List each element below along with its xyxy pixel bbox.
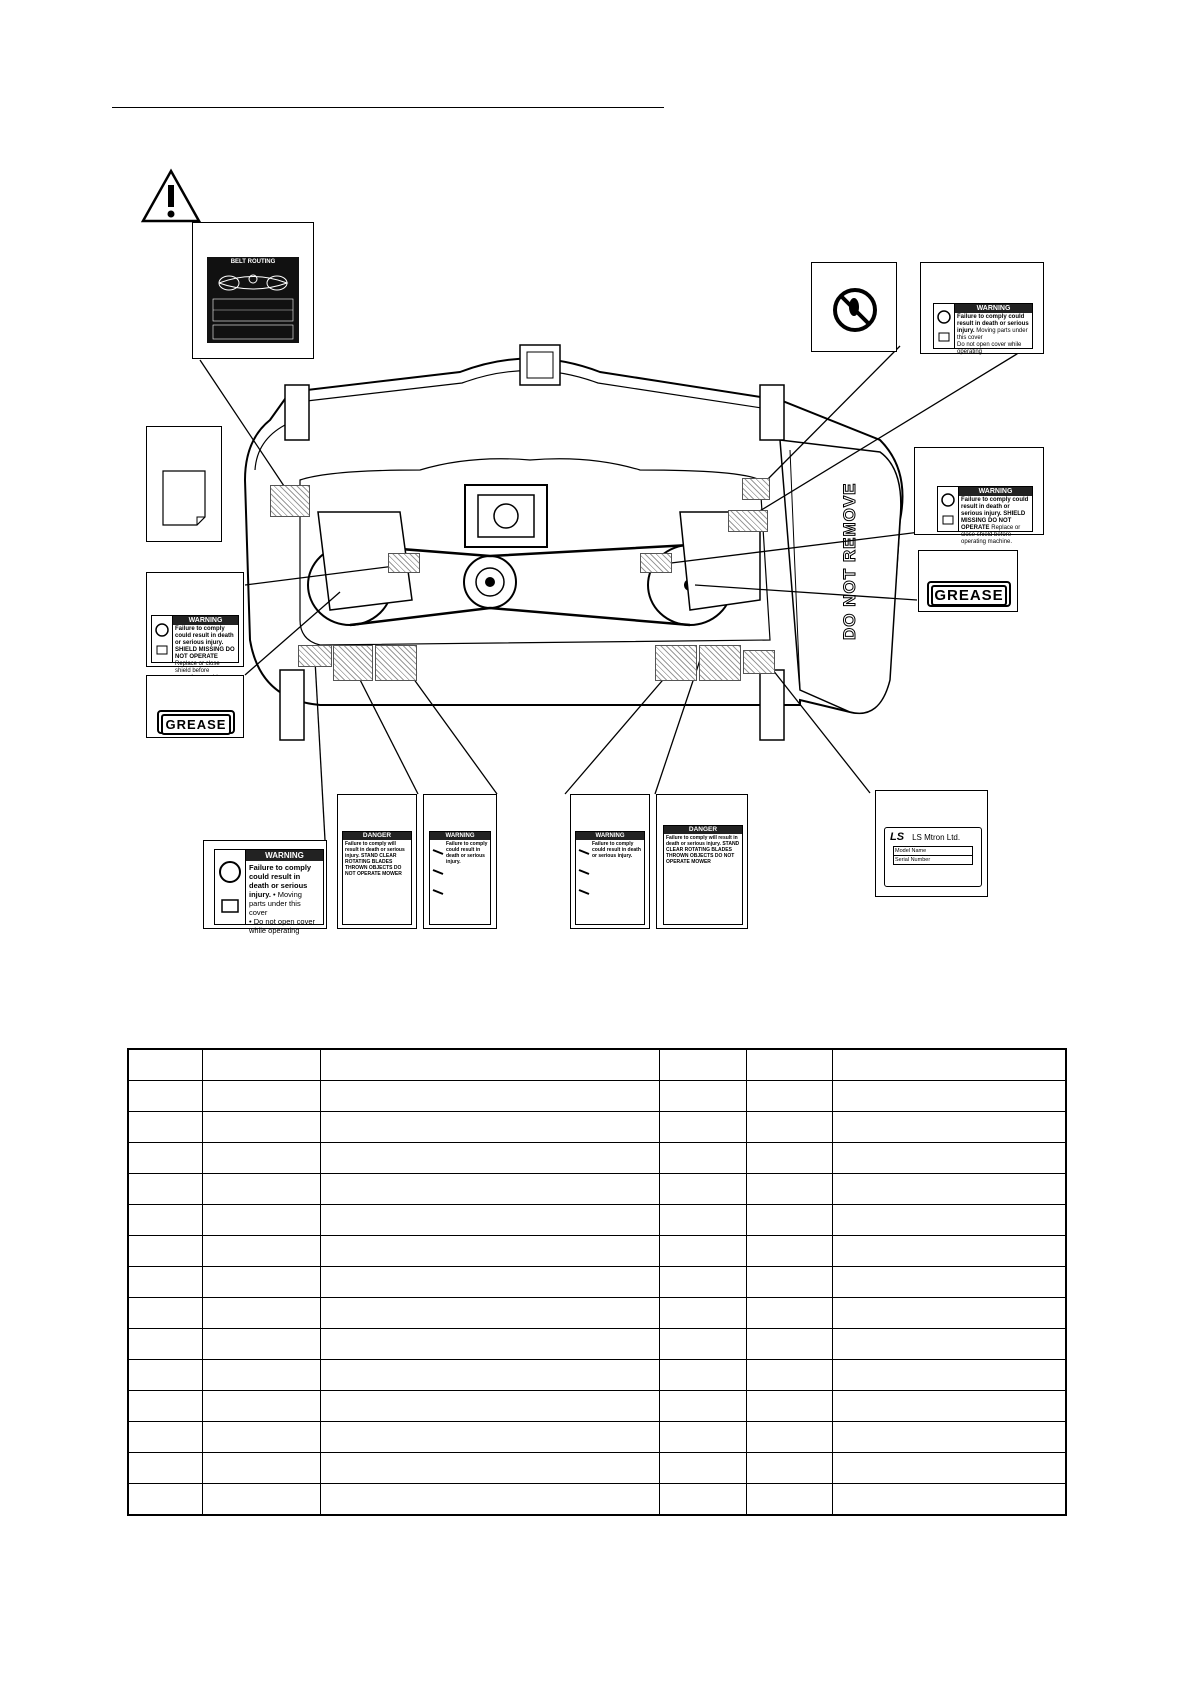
table-row [128, 1081, 1066, 1112]
table-cell [747, 1329, 833, 1360]
table-cell [660, 1453, 747, 1484]
table-cell [321, 1453, 660, 1484]
table-cell [747, 1267, 833, 1298]
grease-decal-right-box [918, 550, 1018, 612]
belt-routing-decal [192, 222, 314, 359]
table-row [128, 1143, 1066, 1174]
table-cell [128, 1484, 203, 1516]
table-cell [128, 1422, 203, 1453]
warning-text-3: Do not open cover while operating [957, 342, 1022, 355]
warning-text-2: SHIELD MISSING DO NOT OPERATE [175, 647, 235, 660]
table-cell [832, 1081, 1066, 1112]
decal-zone [655, 645, 697, 681]
table-cell [321, 1143, 660, 1174]
table-cell [747, 1298, 833, 1329]
table-row [128, 1298, 1066, 1329]
table-cell [747, 1391, 833, 1422]
table-cell [321, 1174, 660, 1205]
table-cell [660, 1391, 747, 1422]
table-cell [747, 1205, 833, 1236]
belt-routing-title: BELT ROUTING [230, 259, 276, 265]
table-cell [747, 1143, 833, 1174]
table-cell [128, 1205, 203, 1236]
table-cell [321, 1236, 660, 1267]
hand-entanglement-icon [934, 304, 954, 348]
danger-item-1: STAND CLEAR [666, 841, 740, 853]
decal-zone [375, 645, 417, 681]
blade-hazard-icon [430, 840, 446, 900]
warning-header: WARNING [959, 487, 1032, 496]
table-cell [660, 1081, 747, 1112]
warning-text-2: SHIELD MISSING DO NOT OPERATE [961, 511, 1026, 531]
table-cell [747, 1422, 833, 1453]
table-cell [832, 1049, 1066, 1081]
ls-logo: LS [890, 831, 905, 843]
warning-blade-decal-left [423, 794, 497, 929]
table-cell [203, 1049, 321, 1081]
hand-entanglement-icon [938, 487, 958, 531]
danger-item-1: STAND CLEAR [361, 853, 397, 859]
table-cell [747, 1081, 833, 1112]
warning-text-2: Moving parts under this cover [249, 890, 302, 917]
warning-text-1: Failure to comply could result in death or serious injury. [961, 497, 1029, 517]
table-cell [660, 1422, 747, 1453]
warning-header: WARNING [246, 850, 323, 861]
table-cell [203, 1360, 321, 1391]
table-cell [203, 1143, 321, 1174]
table-cell [203, 1298, 321, 1329]
warning-text-3: Do not open cover while operating [249, 917, 316, 935]
table-row [128, 1174, 1066, 1205]
danger-item-4: DO NOT OPERATE MOWER [345, 865, 402, 877]
table-cell [747, 1112, 833, 1143]
table-cell [128, 1081, 203, 1112]
table-cell [832, 1205, 1066, 1236]
table-cell [203, 1174, 321, 1205]
table-cell [128, 1236, 203, 1267]
table-cell [128, 1143, 203, 1174]
table-cell [660, 1484, 747, 1516]
danger-item-3: THROWN OBJECTS [666, 853, 714, 859]
danger-item-3: THROWN OBJECTS [345, 865, 393, 871]
danger-header: DANGER [664, 826, 742, 834]
hand-entanglement-icon [152, 616, 172, 662]
table-cell [660, 1205, 747, 1236]
danger-header: DANGER [343, 832, 411, 840]
grease-decal-left-box [146, 675, 244, 738]
warning-cover-decal-top [920, 262, 1044, 354]
table-cell [128, 1329, 203, 1360]
table-row [128, 1267, 1066, 1298]
serial-number-label: Serial Number [895, 857, 931, 863]
decal-zone [728, 510, 768, 532]
table-cell [203, 1205, 321, 1236]
warning-cover-decal-large: WARNING Failure to comply could result in death or serious injury. • Moving parts under this cover • Do not open cover while operating [203, 840, 327, 929]
table-row [128, 1236, 1066, 1267]
table-cell [321, 1112, 660, 1143]
table-cell [128, 1049, 203, 1081]
warning-text-1: Failure to comply could result in death or serious injury. [592, 841, 641, 859]
danger-item-2: ROTATING BLADES [684, 847, 732, 853]
table-cell [832, 1267, 1066, 1298]
warning-text-2: Moving parts under this cover [957, 328, 1028, 341]
table-cell [660, 1049, 747, 1081]
table-cell [832, 1484, 1066, 1516]
table-cell [128, 1112, 203, 1143]
belt-diagram-icon [207, 265, 299, 343]
table-cell [660, 1143, 747, 1174]
table-cell [203, 1267, 321, 1298]
table-cell [321, 1422, 660, 1453]
no-step-decal [811, 262, 897, 352]
table-cell [321, 1360, 660, 1391]
hand-entanglement-icon [215, 850, 245, 924]
warning-text-1: Failure to comply could result in death or serious injury. [957, 314, 1029, 334]
table-cell [128, 1267, 203, 1298]
model-name-label: Model Name [894, 847, 972, 856]
table-cell [832, 1143, 1066, 1174]
decal-zone [743, 650, 775, 674]
table-cell [660, 1174, 747, 1205]
danger-item-2: ROTATING BLADES [345, 859, 393, 865]
table-cell [203, 1329, 321, 1360]
danger-decal-right [656, 794, 748, 929]
warning-text-3: Replace or close shield before [175, 661, 220, 674]
grease-label-left: GREASE [161, 714, 231, 735]
table-cell [747, 1174, 833, 1205]
table-cell [660, 1236, 747, 1267]
table-cell [203, 1112, 321, 1143]
blade-hazard-icon [576, 840, 592, 900]
table-cell [660, 1360, 747, 1391]
decal-zone [742, 478, 770, 500]
warning-header: WARNING [576, 832, 644, 840]
warning-header: WARNING [173, 616, 238, 625]
table-cell [128, 1453, 203, 1484]
manual-decal [146, 426, 222, 542]
table-cell [321, 1081, 660, 1112]
warning-blade-decal-right [570, 794, 650, 929]
table-cell [747, 1049, 833, 1081]
table-cell [832, 1236, 1066, 1267]
table-cell [321, 1298, 660, 1329]
no-step-icon [832, 287, 878, 333]
warning-text-3: Replace or close shield before operating machine. [961, 525, 1021, 545]
table-cell [321, 1391, 660, 1422]
decal-zone [699, 645, 741, 681]
table-cell [128, 1360, 203, 1391]
table-cell [203, 1236, 321, 1267]
decal-zone [640, 553, 672, 573]
table-cell [747, 1484, 833, 1516]
danger-text-1: Failure to comply will result in death or serious injury. [666, 835, 738, 847]
table-row [128, 1360, 1066, 1391]
table-row [128, 1205, 1066, 1236]
table-cell [321, 1205, 660, 1236]
table-cell [747, 1236, 833, 1267]
table-row [128, 1329, 1066, 1360]
table-cell [660, 1267, 747, 1298]
danger-item-4: DO NOT OPERATE MOWER [666, 853, 735, 865]
table-cell [660, 1298, 747, 1329]
table-row [128, 1112, 1066, 1143]
danger-decal-left [337, 794, 417, 929]
ls-mtron-plate [875, 790, 988, 897]
parts-table [127, 1048, 1067, 1516]
table-cell [203, 1391, 321, 1422]
table-row [128, 1453, 1066, 1484]
warning-shield-decal-left [146, 572, 244, 674]
table-cell [660, 1329, 747, 1360]
decal-zone [388, 553, 420, 573]
table-cell [128, 1298, 203, 1329]
grease-label-right: GREASE [931, 585, 1007, 606]
decal-zone [270, 485, 310, 517]
warning-shield-decal-right [914, 447, 1044, 545]
table-row [128, 1391, 1066, 1422]
table-cell [321, 1329, 660, 1360]
table-cell [832, 1298, 1066, 1329]
decal-zone [333, 645, 373, 681]
table-cell [832, 1360, 1066, 1391]
table-cell [128, 1174, 203, 1205]
table-cell [203, 1081, 321, 1112]
warning-text-1: Failure to comply could result in death or serious injury. [249, 863, 312, 899]
table-cell [203, 1453, 321, 1484]
table-cell [660, 1112, 747, 1143]
warning-header: WARNING [430, 832, 490, 840]
table-cell [832, 1422, 1066, 1453]
table-cell [832, 1391, 1066, 1422]
table-cell [832, 1112, 1066, 1143]
table-cell [832, 1453, 1066, 1484]
table-cell [832, 1174, 1066, 1205]
table-row [128, 1049, 1066, 1081]
table-cell [321, 1049, 660, 1081]
table-row [128, 1422, 1066, 1453]
table-cell [747, 1453, 833, 1484]
table-cell [747, 1360, 833, 1391]
danger-text-1: Failure to comply will result in death or serious injury. [345, 841, 405, 859]
warning-text-1: Failure to comply could result in death or serious injury. [446, 841, 488, 865]
table-cell [128, 1391, 203, 1422]
deck-text: DO NOT REMOVE [840, 482, 859, 640]
table-row [128, 1484, 1066, 1516]
document-page-icon [161, 469, 207, 527]
table-cell [321, 1484, 660, 1516]
warning-text-1: Failure to comply could result in death or serious injury. [175, 626, 234, 646]
table-cell [203, 1484, 321, 1516]
ls-company: LS Mtron Ltd. [912, 832, 961, 842]
table-cell [321, 1267, 660, 1298]
warning-header: WARNING [955, 304, 1032, 313]
decal-zone [298, 645, 332, 667]
table-cell [832, 1329, 1066, 1360]
table-cell [203, 1422, 321, 1453]
